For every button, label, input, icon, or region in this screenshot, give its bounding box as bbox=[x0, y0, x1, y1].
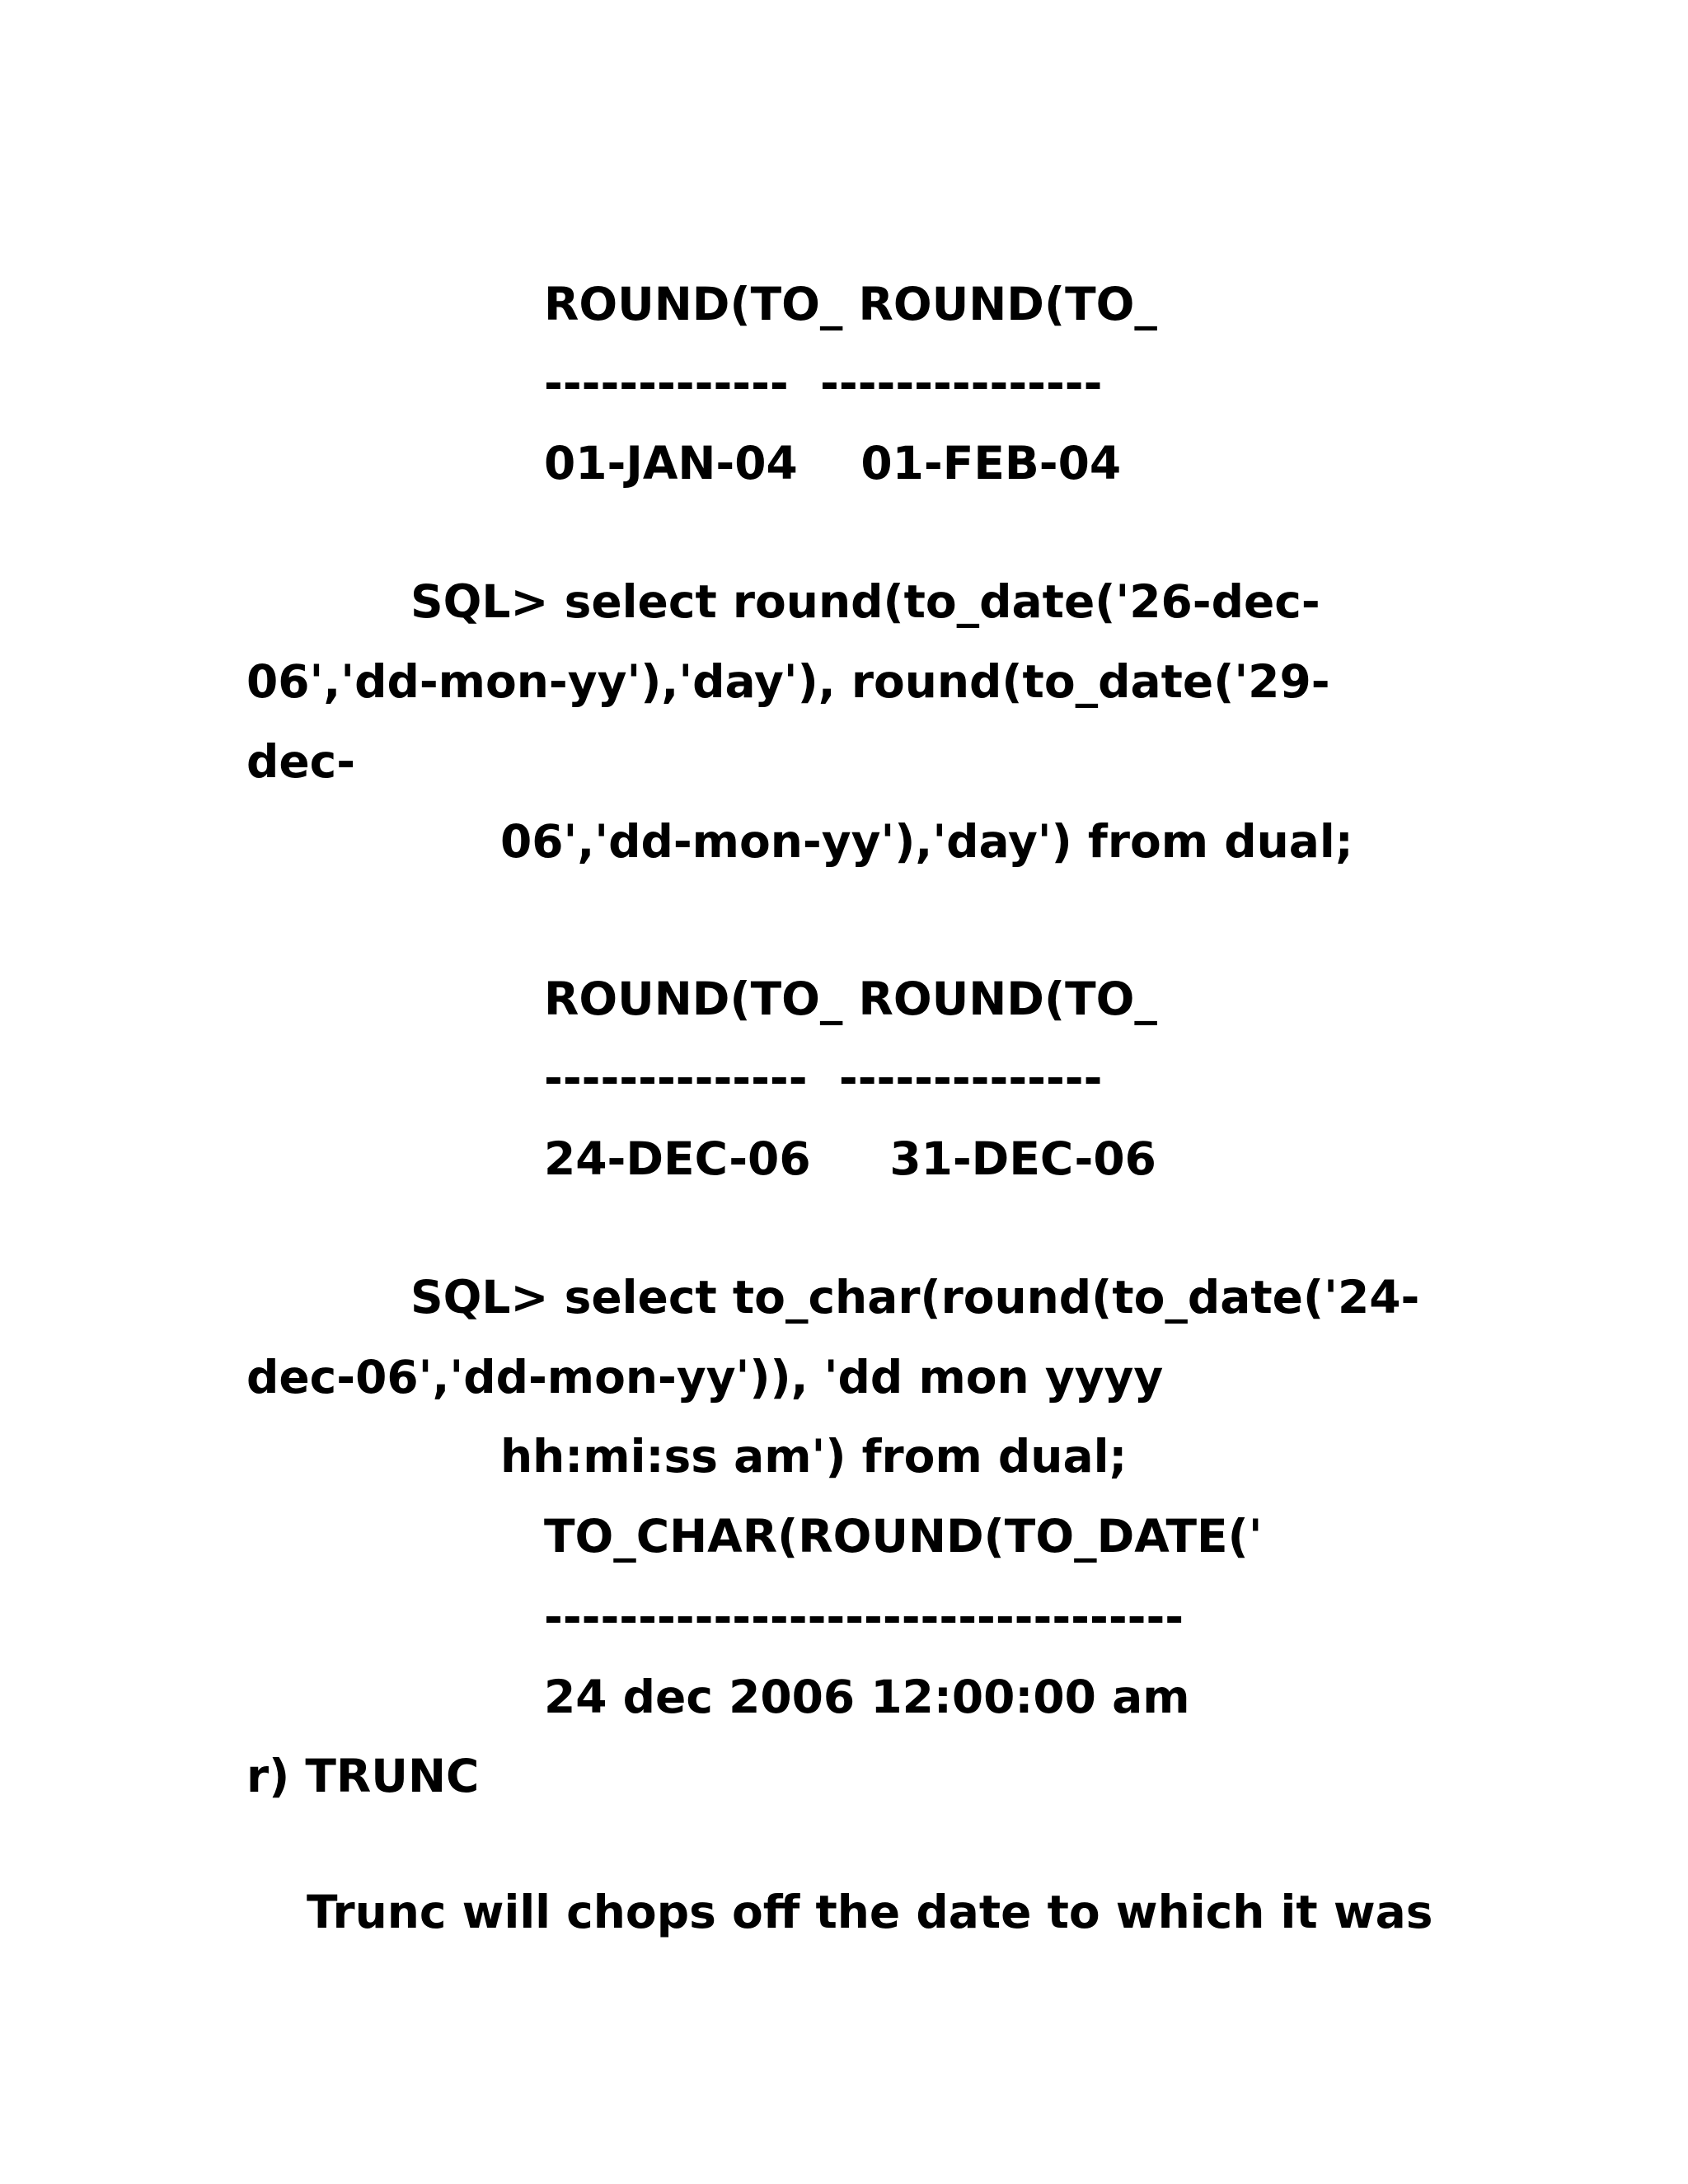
result-header-1: ROUND(TO_ ROUND(TO_ bbox=[544, 278, 1157, 330]
sql-statement-2-line-4: 06','dd-mon-yy'),'day') from dual; bbox=[500, 815, 1353, 868]
result-values-2: 24-DEC-06 31-DEC-06 bbox=[544, 1132, 1156, 1185]
sql-statement-2-line-2: 06','dd-mon-yy'),'day'), round(to_date('29- bbox=[246, 655, 1330, 708]
result-values-3: 24 dec 2006 12:00:00 am bbox=[544, 1671, 1190, 1723]
result-separator-3: ---------------------------------- bbox=[544, 1591, 1184, 1643]
trunc-description: Trunc will chops off the date to which it was bbox=[307, 1886, 1433, 1938]
result-header-2: ROUND(TO_ ROUND(TO_ bbox=[544, 972, 1157, 1025]
result-separator-2: -------------- -------------- bbox=[544, 1052, 1103, 1104]
result-values-1: 01-JAN-04 01-FEB-04 bbox=[544, 437, 1122, 490]
sql-statement-2-line-3: dec- bbox=[246, 735, 356, 788]
sql-statement-3-line-1: SQL> select to_char(round(to_date('24- bbox=[410, 1271, 1420, 1324]
sql-statement-3-line-2: dec-06','dd-mon-yy')), 'dd mon yyyy bbox=[246, 1351, 1164, 1404]
result-header-3: TO_CHAR(ROUND(TO_DATE(' bbox=[544, 1510, 1263, 1563]
result-separator-1: ------------- --------------- bbox=[544, 357, 1103, 410]
sql-statement-3-line-3: hh:mi:ss am') from dual; bbox=[500, 1430, 1128, 1483]
section-heading-trunc: r) TRUNC bbox=[246, 1750, 480, 1802]
sql-statement-2-line-1: SQL> select round(to_date('26-dec- bbox=[410, 575, 1320, 628]
